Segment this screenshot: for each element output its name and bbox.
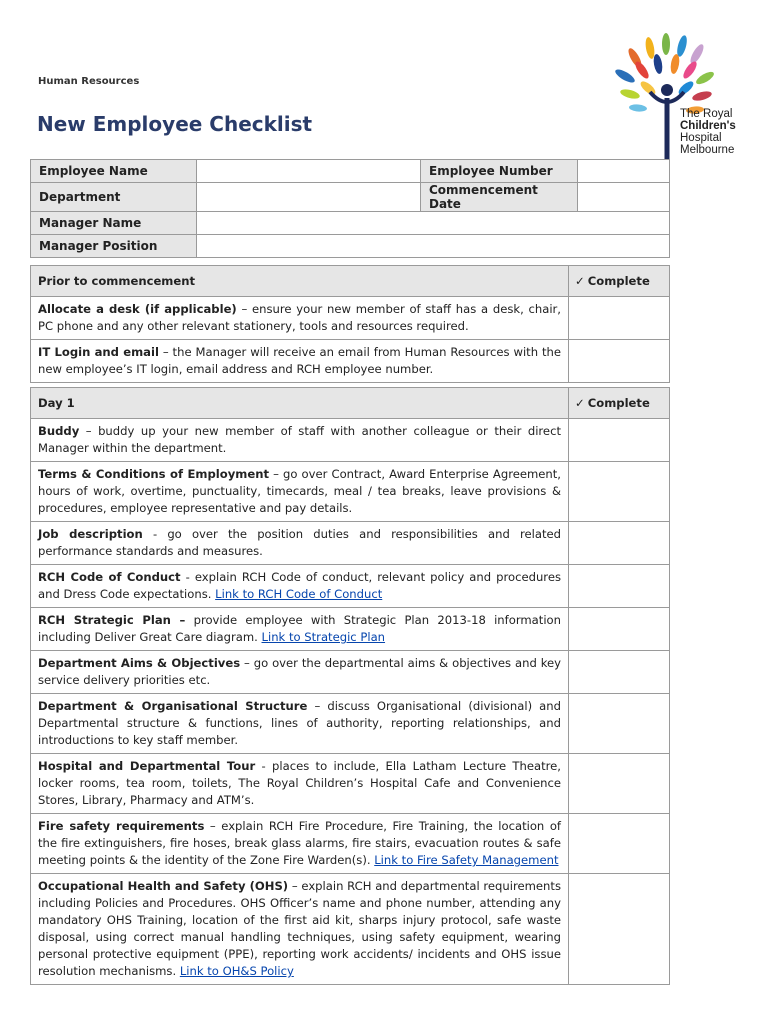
complete-checkbox[interactable] (569, 419, 670, 462)
complete-checkbox[interactable] (569, 462, 670, 522)
code-of-conduct-link[interactable]: Link to RCH Code of Conduct (215, 587, 383, 601)
employee-name-label: Employee Name (31, 160, 197, 183)
table-row: Job description - go over the position duties and responsibilities and related performance standards and measures. (31, 522, 670, 565)
complete-checkbox[interactable] (569, 694, 670, 754)
manager-name-field[interactable] (197, 212, 670, 235)
complete-header: ✓ Complete (569, 266, 670, 297)
complete-checkbox[interactable] (569, 874, 670, 985)
complete-checkbox[interactable] (569, 522, 670, 565)
table-row: Department & Organisational Structure – discuss Organisational (divisional) and Departmental structure & functions, lines of authority, reporting relationships, and introductions to key staff member. (31, 694, 670, 754)
table-row: Terms & Conditions of Employment – go over Contract, Award Enterprise Agreement, hours of work, overtime, punctuality, timecards, meal / tea breaks, leave provisions & procedures, employee representative and pay details. (31, 462, 670, 522)
commencement-date-field[interactable] (578, 183, 670, 212)
table-row: IT Login and email – the Manager will receive an email from Human Resources with the new employee’s IT login, email address and RCH employee number. (31, 340, 670, 383)
prior-checklist-table (30, 265, 670, 383)
page-title: New Employee Checklist (37, 112, 313, 136)
department-label: Human Resources (38, 76, 140, 87)
table-row: Department Aims & Objectives – go over the departmental aims & objectives and key service delivery priorities etc. (31, 651, 670, 694)
ohs-policy-link[interactable]: Link to OH&S Policy (179, 964, 294, 978)
complete-checkbox[interactable] (569, 608, 670, 651)
table-row: Buddy – buddy up your new member of staff with another colleague or their direct Manager within the department. (31, 419, 670, 462)
strategic-plan-link[interactable]: Link to Strategic Plan (261, 630, 386, 644)
employee-number-label: Employee Number (421, 160, 578, 183)
commencement-date-label: Commencement Date (421, 183, 578, 212)
check-icon: ✓ (575, 273, 585, 288)
logo-text: The Royal Children's Hospital Melbourne (680, 108, 736, 156)
fire-safety-link[interactable]: Link to Fire Safety Management (374, 853, 559, 867)
day1-heading: Day 1 (31, 388, 569, 419)
manager-position-label: Manager Position (31, 235, 197, 258)
check-icon: ✓ (575, 395, 585, 410)
table-row: Occupational Health and Safety (OHS) – explain RCH and departmental requirements including Policies and Procedures. OHS Officer’s name and phone number, attending any mandatory OHS Training, location of the first aid kit, sharps injury protocol, safe waste disposal, using correct manual handling techniques, using safety equipment, wearing personal protective equipment (PPE), reporting work accidents/ incidents and OHS issue resolution mechanisms. Link to OH&S Policy (31, 874, 670, 985)
day1-checklist-table (30, 387, 670, 985)
complete-checkbox[interactable] (569, 340, 670, 383)
complete-checkbox[interactable] (569, 651, 670, 694)
table-row: Fire safety requirements – explain RCH Fire Procedure, Fire Training, the location of the fire extinguishers, fire hoses, break glass alarms, fire stairs, evacuation routes & safe meeting points & the identity of the Zone Fire Warden(s). Link to Fire Safety Management (31, 814, 670, 874)
manager-name-label: Manager Name (31, 212, 197, 235)
table-row: Hospital and Departmental Tour - places to include, Ella Latham Lecture Theatre, locker rooms, tea room, toilets, The Royal Children’s Hospital Cafe and Convenience Stores, Library, Pharmacy and ATM’s. (31, 754, 670, 814)
employee-number-field[interactable] (578, 160, 670, 183)
prior-heading: Prior to commencement (31, 266, 569, 297)
complete-checkbox[interactable] (569, 297, 670, 340)
employee-name-field[interactable] (197, 160, 421, 183)
table-row: Allocate a desk (if applicable) – ensure your new member of staff has a desk, chair, PC phone and any other relevant stationery, tools and resources required. (31, 297, 670, 340)
complete-header: ✓ Complete (569, 388, 670, 419)
table-row: RCH Strategic Plan – provide employee with Strategic Plan 2013-18 information including Deliver Great Care diagram. Link to Strategic Plan (31, 608, 670, 651)
department-label: Department (31, 183, 197, 212)
complete-checkbox[interactable] (569, 814, 670, 874)
complete-checkbox[interactable] (569, 754, 670, 814)
employee-info-table (30, 159, 670, 258)
department-field[interactable] (197, 183, 421, 212)
manager-position-field[interactable] (197, 235, 670, 258)
table-row: RCH Code of Conduct - explain RCH Code of conduct, relevant policy and procedures and Dress Code expectations. Link to RCH Code of Conduct (31, 565, 670, 608)
complete-checkbox[interactable] (569, 565, 670, 608)
